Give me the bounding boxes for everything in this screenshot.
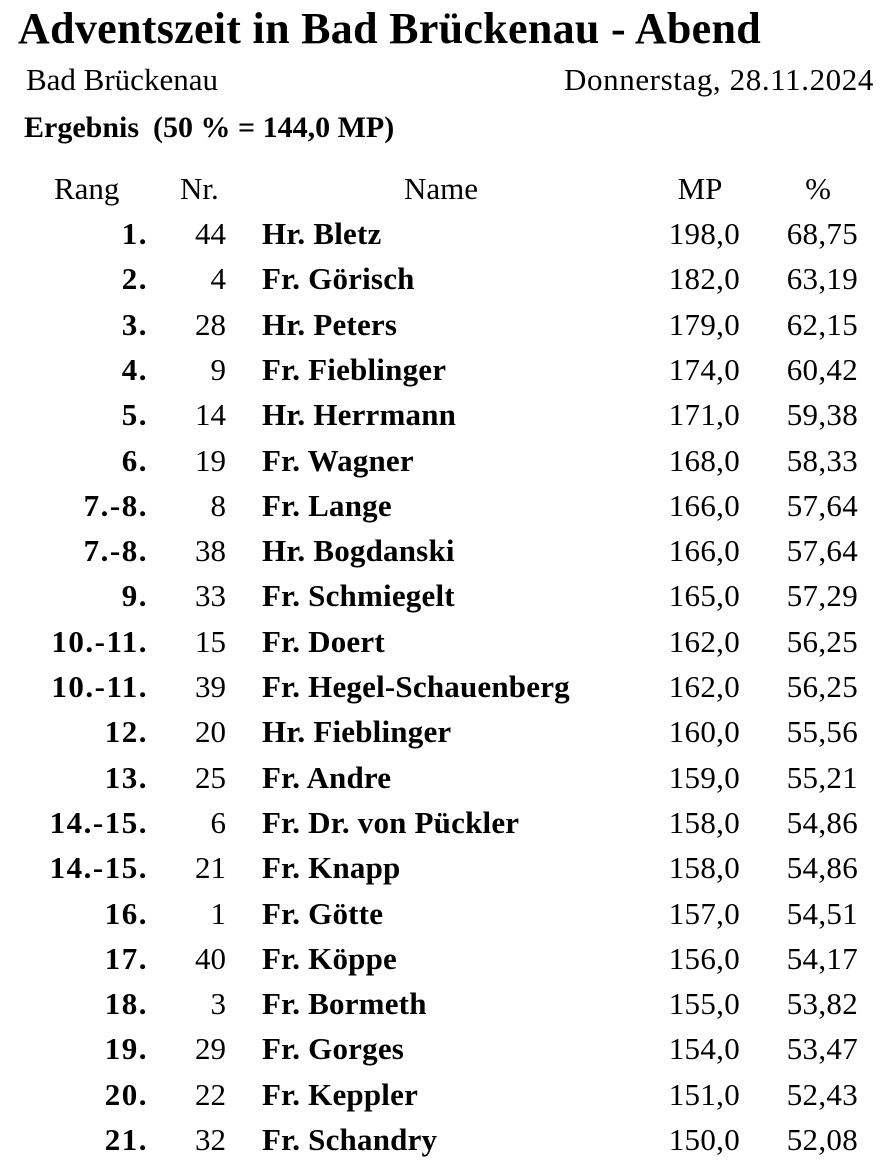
number-cell: 38 [195,533,226,569]
rank-cell: 7.-8. [83,533,148,569]
table-row [0,438,896,483]
table-row [0,845,896,890]
column-header-mp: MP [677,171,723,206]
table-row [0,211,896,256]
number-cell: 39 [195,669,226,704]
table-row [0,709,896,754]
column-header-rang: Rang [54,171,120,206]
percent-cell: 57,29 [786,578,858,614]
mp-cell: 151,0 [668,1076,740,1112]
column-header-percent: % [805,171,831,206]
mp-cell: 158,0 [668,850,740,886]
table-row [0,755,896,800]
name-cell: Fr. Hegel-Schauenberg [262,669,570,704]
percent-cell: 55,21 [786,759,858,795]
location-label: Bad Brückenau [26,62,218,97]
percent-cell: 56,25 [786,623,858,659]
table-row [0,1026,896,1071]
mp-cell: 166,0 [668,487,740,523]
percent-cell: 62,15 [786,306,858,342]
mp-cell: 162,0 [668,669,740,704]
table-row [0,392,896,437]
number-cell: 20 [195,714,226,750]
name-cell: Fr. Görisch [262,261,415,297]
mp-cell: 156,0 [668,940,740,976]
name-cell: Fr. Schandry [262,1122,438,1157]
table-row [0,483,896,528]
number-cell: 40 [195,940,226,976]
name-cell: Fr. Dr. von Pückler [262,804,520,840]
rank-cell: 5. [121,397,148,433]
number-cell: 21 [195,850,226,886]
number-cell: 19 [195,442,226,478]
rank-cell: 9. [121,578,148,614]
percent-cell: 53,47 [786,1031,858,1067]
number-cell: 1 [210,895,226,931]
name-cell: Hr. Fieblinger [262,714,452,750]
rank-cell: 20. [104,1076,148,1112]
table-row [0,1072,896,1117]
mp-cell: 159,0 [668,759,740,795]
mp-cell: 198,0 [668,216,740,251]
table-row [0,528,896,573]
number-cell: 6 [210,804,226,840]
table-row [0,981,896,1026]
percent-cell: 52,08 [786,1122,858,1157]
rank-cell: 2. [121,261,148,297]
rank-cell: 17. [104,940,148,976]
percent-cell: 54,86 [786,804,858,840]
percent-cell: 60,42 [786,351,858,387]
percent-cell: 56,25 [786,669,858,704]
mp-cell: 182,0 [668,261,740,297]
percent-cell: 53,82 [786,986,858,1022]
percent-cell: 57,64 [786,533,858,569]
rank-cell: 21. [104,1122,148,1157]
page-title: Adventszeit in Bad Brückenau - Abend [18,4,762,53]
name-cell: Hr. Bogdanski [262,533,455,569]
name-cell: Fr. Bormeth [262,986,427,1022]
percent-cell: 54,17 [786,940,858,976]
mp-cell: 155,0 [668,986,740,1022]
name-cell: Hr. Herrmann [262,397,457,433]
number-cell: 15 [195,623,226,659]
table-row [0,891,896,936]
mp-cell: 160,0 [668,714,740,750]
mp-cell: 168,0 [668,442,740,478]
date-label: Donnerstag, 28.11.2024 [564,62,874,97]
rank-cell: 14.-15. [49,850,148,886]
result-heading [24,110,394,146]
number-cell: 44 [195,216,226,251]
table-row [0,302,896,347]
table-row [0,664,896,709]
rank-cell: 13. [104,759,148,795]
name-cell: Hr. Peters [262,306,398,342]
mp-cell: 150,0 [668,1122,740,1157]
number-cell: 9 [210,351,226,387]
rank-cell: 10.-11. [51,669,148,704]
name-cell: Fr. Andre [262,759,392,795]
rank-cell: 16. [104,895,148,931]
name-cell: Fr. Gorges [262,1031,405,1067]
rank-cell: 12. [104,714,148,750]
name-cell: Hr. Bletz [262,216,382,251]
percent-cell: 68,75 [786,216,858,251]
table-row [0,1117,896,1162]
name-cell: Fr. Fieblinger [262,351,447,387]
rank-cell: 1. [121,216,148,251]
name-cell: Fr. Wagner [262,442,414,478]
mp-cell: 179,0 [668,306,740,342]
mp-cell: 158,0 [668,804,740,840]
mp-cell: 166,0 [668,533,740,569]
number-cell: 4 [210,261,226,297]
number-cell: 29 [195,1031,226,1067]
percent-cell: 54,51 [786,895,858,931]
rank-cell: 7.-8. [83,487,148,523]
result-detail: (50 % = 144,0 MP) [153,111,395,144]
rank-cell: 10.-11. [51,623,148,659]
column-header-nr: Nr. [180,171,219,206]
table-row [0,256,896,301]
table-row [0,347,896,392]
percent-cell: 58,33 [786,442,858,478]
table-row [0,936,896,981]
number-cell: 8 [210,487,226,523]
table-row [0,619,896,664]
percent-cell: 54,86 [786,850,858,886]
rank-cell: 6. [121,442,148,478]
mp-cell: 174,0 [668,351,740,387]
table-row [0,800,896,845]
percent-cell: 52,43 [786,1076,858,1112]
column-header-name: Name [403,171,479,206]
rank-cell: 4. [121,351,148,387]
rank-cell: 18. [104,986,148,1022]
mp-cell: 154,0 [668,1031,740,1067]
number-cell: 22 [195,1076,226,1112]
mp-cell: 162,0 [668,623,740,659]
number-cell: 28 [195,306,226,342]
number-cell: 32 [195,1122,226,1157]
mp-cell: 157,0 [668,895,740,931]
name-cell: Fr. Götte [262,895,384,931]
name-cell: Fr. Knapp [262,850,401,886]
name-cell: Fr. Köppe [262,940,398,976]
number-cell: 14 [195,397,226,433]
rank-cell: 14.-15. [49,804,148,840]
name-cell: Fr. Keppler [262,1076,419,1112]
number-cell: 33 [195,578,226,614]
rank-cell: 19. [104,1031,148,1067]
name-cell: Fr. Schmiegelt [262,578,455,614]
percent-cell: 63,19 [786,261,858,297]
rank-cell: 3. [121,306,148,342]
name-cell: Fr. Lange [262,487,392,523]
result-label: Ergebnis [24,111,140,144]
number-cell: 3 [210,986,226,1022]
table-row [0,573,896,618]
percent-cell: 57,64 [786,487,858,523]
percent-cell: 59,38 [786,397,858,433]
mp-cell: 165,0 [668,578,740,614]
percent-cell: 55,56 [786,714,858,750]
number-cell: 25 [195,759,226,795]
table-header [0,166,896,211]
mp-cell: 171,0 [668,397,740,433]
name-cell: Fr. Doert [262,623,385,659]
